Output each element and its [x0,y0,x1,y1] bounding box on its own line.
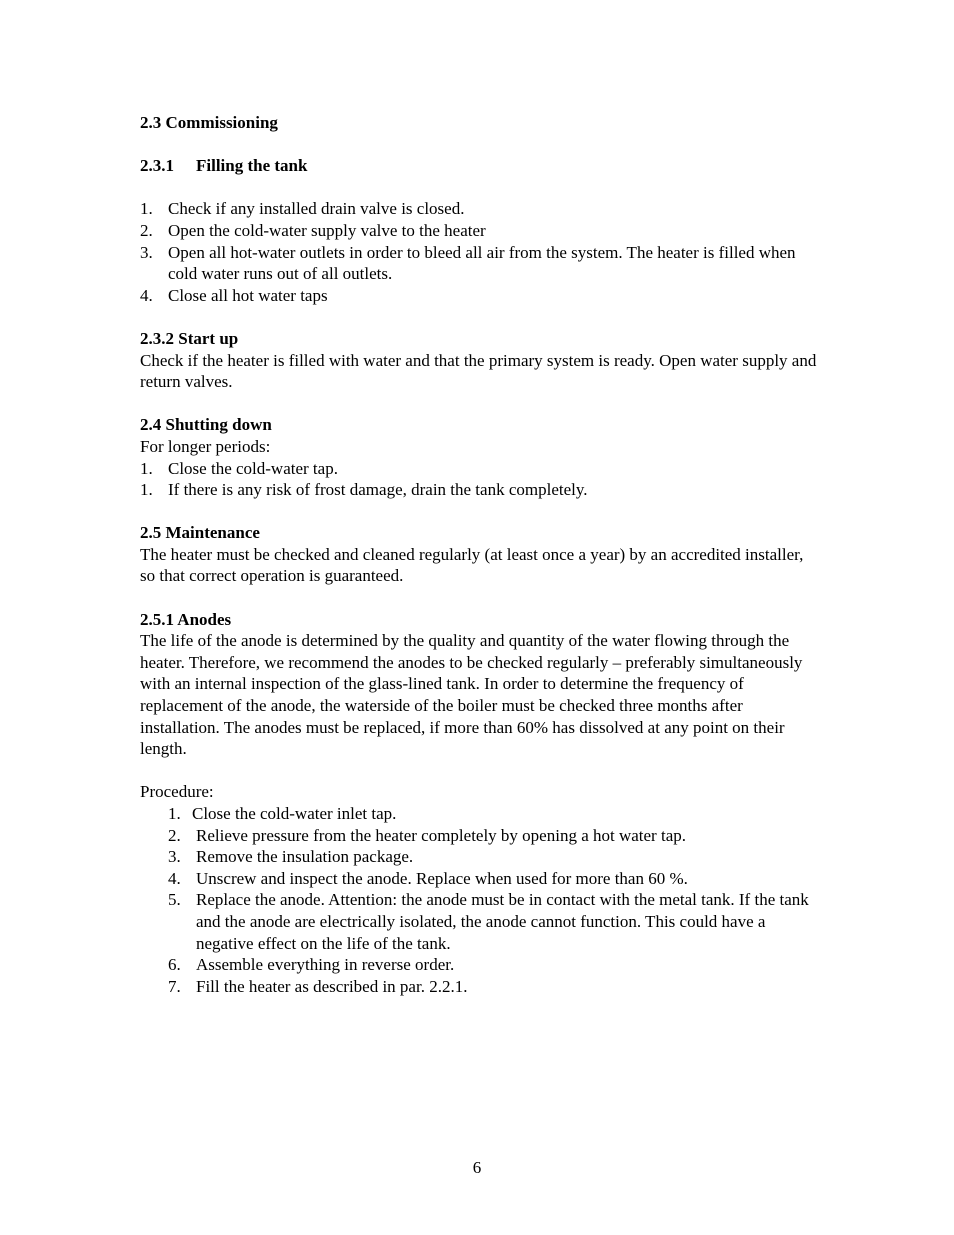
procedure-steps-list [168,803,820,997]
list-item-number: 7. [168,976,181,996]
list-item-number: 2. [168,825,181,845]
filling-steps-list [140,198,820,306]
list-item-number: 3. [140,242,153,262]
list-item-number: 1. [168,804,181,823]
list-item-text: Open the cold-water supply valve to the heater [168,220,486,240]
list-item [140,479,820,501]
list-item-text: Close all hot water taps [168,285,328,305]
list-item [140,198,820,220]
list-item-number: 1. [140,199,153,219]
list-item-number: 1. [140,480,153,500]
list-item-text: Open all hot-water outlets in order to bleed all air from the system. The heater is filled when cold water runs out of all outlets. [168,242,796,284]
list-item [168,868,820,890]
section-heading-2-5-1: 2.5.1 Anodes [140,609,232,629]
section-heading-2-3-1 [140,155,820,177]
procedure-label: Procedure: [140,782,214,802]
page-number: 6 [472,1158,482,1177]
list-item-number: 4. [168,868,181,888]
list-item-text: Replace the anode. Attention: the anode must be in contact with the metal tank. If the tank and the anode are electrically isolated, the anode cannot function. This could have a negative effect on the life of the tank. [196,890,809,953]
list-item [168,889,820,954]
list-item-text: Close the cold-water inlet tap. [192,804,397,823]
section-number-2-3-1: 2.3.1 [140,156,174,176]
list-item-number: 5. [168,890,181,910]
list-item [140,242,820,285]
list-item [140,220,820,242]
list-item-number: 2. [140,220,153,240]
list-item-text: If there is any risk of frost damage, drain the tank completely. [168,480,588,500]
document-page [140,112,820,997]
list-item-number: 1. [140,458,153,478]
section-heading-2-4: 2.4 Shutting down [140,415,272,435]
section-title-2-3-1: Filling the tank [196,156,308,176]
list-item-number: 6. [168,955,181,975]
list-item-number: 4. [140,285,153,305]
section-heading-2-3-2: 2.3.2 Start up [140,328,239,348]
maintenance-paragraph: The heater must be checked and cleaned regularly (at least once a year) by an accredited installer, so that correct operation is guaranteed. [140,544,804,586]
list-item-number: 3. [168,847,181,867]
shutdown-intro: For longer periods: [140,436,271,456]
section-heading-2-3: 2.3 Commissioning [140,113,278,132]
list-item-text: Close the cold-water tap. [168,458,338,478]
list-item [168,954,820,976]
list-item-text: Relieve pressure from the heater completely by opening a hot water tap. [196,825,686,845]
shutdown-steps-list [140,458,820,501]
list-item [140,458,820,480]
list-item [168,803,820,825]
anodes-paragraph: The life of the anode is determined by the quality and quantity of the water flowing through the heater. Therefore, we recommend the anodes to be checked regularly – preferably simultaneously with an internal inspection of the glass-lined tank. In order to determine the frequency of replacement of the anode, the waterside of the boiler must be checked three months after installation. The anodes must be replaced, if more than 60% has dissolved at any point on their length. [140,631,803,759]
list-item [140,285,820,307]
list-item-text: Remove the insulation package. [196,847,414,867]
startup-paragraph: Check if the heater is filled with water and that the primary system is ready. Open water supply and return valves. [140,350,817,392]
list-item-text: Assemble everything in reverse order. [196,955,455,975]
list-item-text: Unscrew and inspect the anode. Replace when used for more than 60 %. [196,868,688,888]
list-item-text: Fill the heater as described in par. 2.2.1. [196,976,468,996]
list-item [168,846,820,868]
section-heading-2-5: 2.5 Maintenance [140,523,260,543]
list-item-text: Check if any installed drain valve is closed. [168,199,465,219]
list-item [168,976,820,998]
list-item [168,825,820,847]
